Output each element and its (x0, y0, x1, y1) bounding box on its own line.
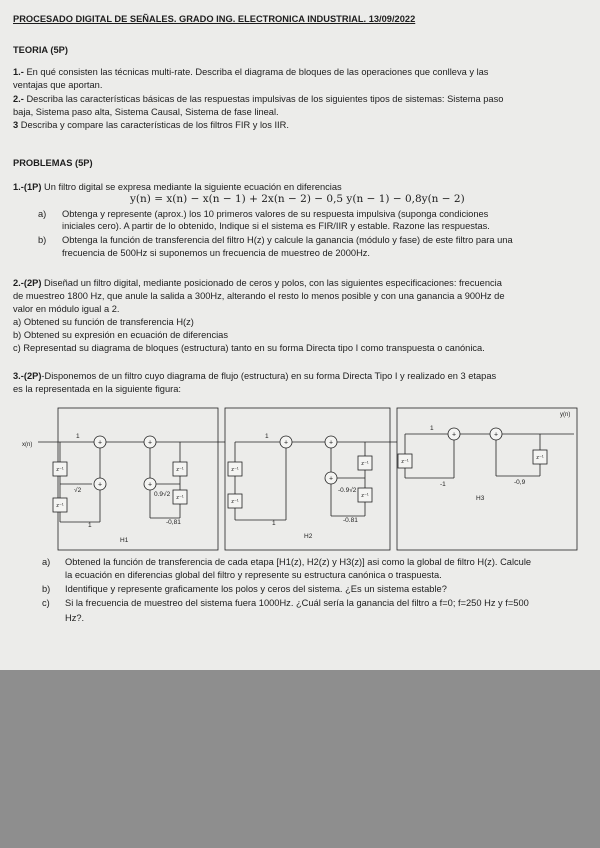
h1-gain-b: √2 (74, 487, 82, 494)
sum-plus: + (451, 431, 457, 439)
p1-a-line2: iniciales cero). A partir de lo obtenido, Indique si el sistema es FIR/IIR y estable. Razone las respuestas. (62, 221, 490, 231)
stage-h1-label: H1 (120, 537, 129, 544)
stage-h3-label: H3 (476, 495, 485, 502)
p1-a-label: a) (38, 209, 47, 219)
sum-plus: + (97, 439, 103, 447)
sum-plus: + (147, 439, 153, 447)
teoria-q2-text: Describa las características básicas de las respuestas impulsivas de los siguientes tipos de sistemas: Sistema paso (26, 94, 504, 104)
stage-h3-frame (397, 408, 577, 550)
teoria-q1-text: En qué consisten las técnicas multi-rate. Describa el diagrama de bloques de las operaciones que conlleva y las (26, 67, 489, 77)
output-label: y(n) (560, 412, 571, 418)
sum-plus: + (97, 481, 103, 489)
background-surface (0, 670, 600, 848)
p2-b: b) Obtened su expresión en ecuación de diferencias (13, 330, 228, 340)
p1-b-line1: Obtenga la función de transferencia del filtro H(z) y calcule la ganancia (módulo y fase) de este filtro para una (62, 235, 513, 245)
p3-line1-text: -Disponemos de un filtro cuyo diagrama de flujo (estructura) en su forma Directa Tipo I y realizado en 3 etapas (41, 371, 497, 381)
teoria-q3 (13, 119, 289, 131)
delay-label: z⁻¹ (56, 503, 64, 509)
p2-line1-text: Diseñad un filtro digital, mediante posicionado de ceros y polos, con las siguientes especificaciones: frecuencia (44, 278, 502, 288)
p1-a-line1: Obtenga y represente (aprox.) los 10 primeros valores de su respuesta impulsiva (suponga condiciones (62, 209, 489, 219)
h1-gain-e: -0,81 (166, 519, 181, 526)
h2-gain-a: 1 (265, 433, 269, 440)
delay-label: z⁻¹ (361, 461, 369, 467)
teoria-q2-number: 2.- (13, 94, 24, 104)
p1-intro-text: Un filtro digital se expresa mediante la siguiente ecuación en diferencias (44, 182, 342, 192)
delay-label: z⁻¹ (536, 455, 544, 461)
teoria-q1-number: 1.- (13, 67, 24, 77)
sum-plus: + (328, 475, 334, 483)
p2-c: c) Representad su diagrama de bloques (estructura) tanto en su forma Directa tipo I como transpuesta o canónica. (13, 343, 485, 353)
h1-gain-c: 1 (88, 522, 92, 529)
p1-label: 1.-(1P) (13, 182, 42, 192)
sum-plus: + (328, 439, 334, 447)
delay-label: z⁻¹ (56, 467, 64, 473)
p2-label: 2.-(2P) (13, 278, 42, 288)
delay-label: z⁻¹ (176, 495, 184, 501)
p3-a-label: a) (42, 557, 51, 567)
p3-a-line1: Obtened la función de transferencia de cada etapa [H1(z), H2(z) y H3(z)] asi como la global de filtro H(z). Calcule (65, 557, 532, 567)
p2-line2: de muestreo 1800 Hz, que anule la salida a 300Hz, alterando el resto lo menos posible y con una ganancia a 900Hz de (13, 291, 505, 301)
h1-gain-d: 0.9√2 (154, 491, 171, 498)
p1-equation: y(n) = x(n) − x(n − 1) + 2x(n − 2) − 0,5 y(n − 1) − 0,8y(n − 2) (130, 193, 465, 205)
delay-label: z⁻¹ (401, 459, 409, 465)
h3-gain-c: -0,9 (514, 479, 526, 486)
teoria-q2-cont: baja, Sistema paso alta, Sistema Causal, Sistema de fase lineal. (13, 107, 279, 117)
input-label: x(n) (22, 442, 33, 448)
h2-gain-c: 1 (272, 520, 276, 527)
teoria-heading: TEORIA (5P) (13, 45, 68, 55)
h3-gain-a: 1 (430, 425, 434, 432)
h2-gain-b: -0.9√2 (338, 487, 357, 494)
stage-h1-frame (58, 408, 218, 550)
p3-a-line2: la ecuación en diferencias global del filtro y represente su estructura canónica o traspuesta. (65, 570, 442, 580)
p3-c-label: c) (42, 598, 50, 608)
h3-gain-b: -1 (440, 481, 446, 488)
p1-intro (13, 181, 342, 193)
delay-label: z⁻¹ (361, 493, 369, 499)
flow-diagram-svg (20, 404, 586, 554)
sum-plus: + (493, 431, 499, 439)
p2-a: a) Obtened su función de transferencia H(z) (13, 317, 194, 327)
p1-b-label: b) (38, 235, 47, 245)
p3-b-text: Identifique y represente graficamente los polos y ceros del sistema. ¿Es un sistema estable? (65, 584, 447, 594)
h1-gain-a: 1 (76, 433, 80, 440)
teoria-q2 (13, 93, 503, 105)
flow-diagram (20, 404, 586, 554)
p3-b-label: b) (42, 584, 51, 594)
teoria-q3-number: 3 (13, 120, 19, 130)
sum-plus: + (283, 439, 289, 447)
teoria-q1 (13, 66, 488, 78)
p2-line3: valor en módulo igual a 2. (13, 304, 120, 314)
teoria-q1-cont: ventajas que aportan. (13, 80, 103, 90)
delay-label: z⁻¹ (231, 499, 239, 505)
p3-c-line2: Hz?. (65, 613, 85, 623)
p3-line2: es la representada en la siguiente figura: (13, 384, 181, 394)
delay-label: z⁻¹ (176, 467, 184, 473)
teoria-q3-text: Describa y compare las características de los filtros FIR y los IIR. (20, 120, 289, 130)
stage-h2-label: H2 (304, 533, 313, 540)
p3-line1 (13, 370, 496, 382)
problemas-heading: PROBLEMAS (5P) (13, 158, 93, 168)
p3-c-line1: Si la frecuencia de muestreo del sistema fuera 1000Hz. ¿Cuál sería la ganancia del filtro a f=0; f=250 Hz y f=500 (65, 598, 529, 608)
exam-title: PROCESADO DIGITAL DE SEÑALES. GRADO ING. ELECTRONICA INDUSTRIAL. 13/09/2022 (13, 14, 416, 24)
p1-b-line2: frecuencia de 500Hz si suponemos un frecuencia de muestreo de 2000Hz. (62, 248, 371, 258)
p2-line1 (13, 277, 502, 289)
sum-plus: + (147, 481, 153, 489)
delay-label: z⁻¹ (231, 467, 239, 473)
p3-label: 3.-(2P) (13, 371, 42, 381)
h2-gain-d: -0.81 (343, 517, 358, 524)
